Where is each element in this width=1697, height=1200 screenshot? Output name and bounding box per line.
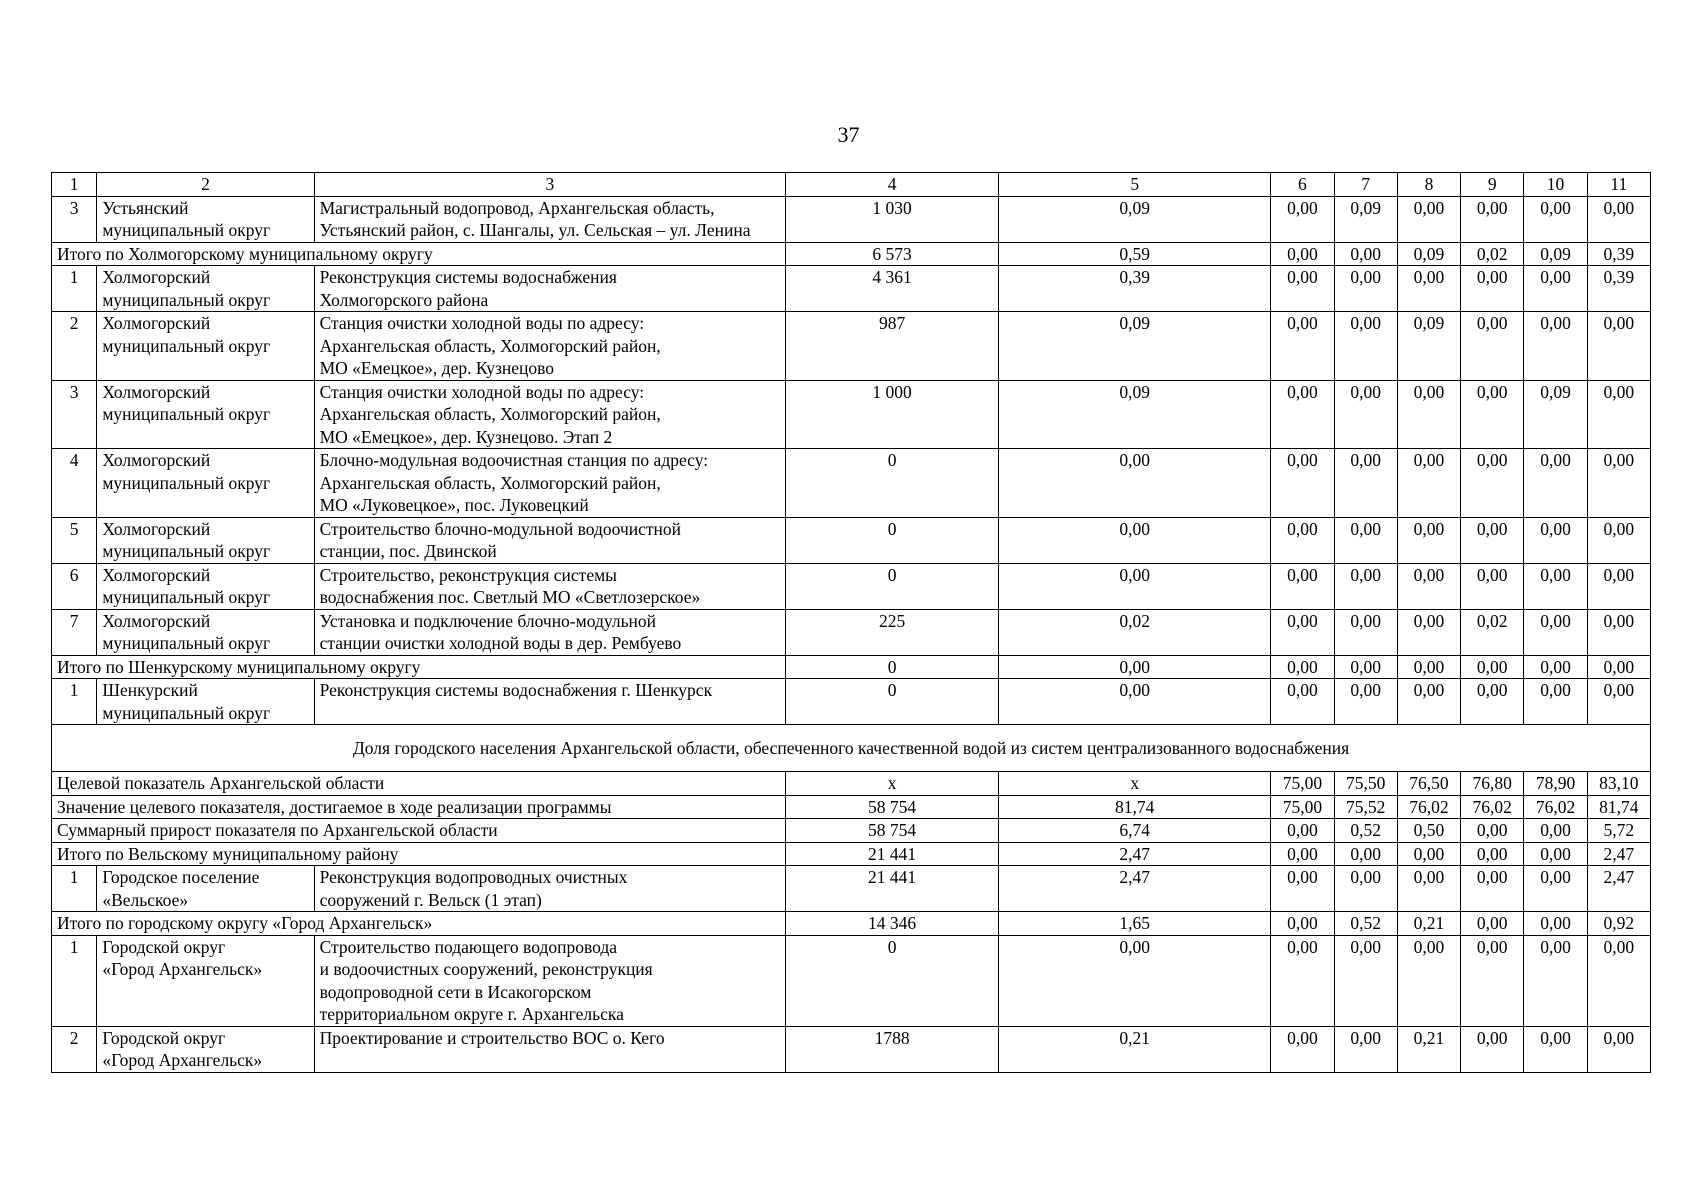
- value-col4: 58 754: [786, 819, 999, 843]
- row-label: Суммарный прирост показателя по Архангельской области: [52, 819, 786, 843]
- description-cell: [314, 935, 785, 1026]
- value-col11: 0,00: [1587, 1026, 1650, 1072]
- value-col10: 78,90: [1524, 772, 1587, 796]
- table-row: [52, 196, 1651, 242]
- table-row: [52, 935, 1651, 1026]
- value-col9: 0,00: [1461, 655, 1524, 679]
- row-label: Итого по городскому округу «Город Архангельск»: [52, 912, 786, 936]
- value-col10: 0,00: [1524, 842, 1587, 866]
- value-col6: 75,00: [1271, 772, 1334, 796]
- cell-line: Холмогорский: [102, 267, 211, 287]
- column-number-header: 3: [314, 173, 785, 197]
- value-col8: 76,50: [1397, 772, 1460, 796]
- section-heading-row: [52, 725, 1651, 772]
- cell-line: Устьянский район, с. Шангалы, ул. Сельская – ул. Ленина: [319, 220, 751, 240]
- column-number-header: 1: [52, 173, 97, 197]
- value-col7: 0,00: [1334, 242, 1397, 266]
- municipality-cell: [97, 449, 314, 518]
- value-col10: 0,00: [1524, 196, 1587, 242]
- cell-line: Холмогорский: [102, 610, 211, 631]
- value-col5: 81,74: [999, 795, 1271, 819]
- value-col8: 0,00: [1397, 866, 1460, 912]
- municipality-cell: [97, 312, 314, 381]
- value-col10: 0,00: [1524, 655, 1587, 679]
- cell-line: МО «Емецкое», дер. Кузнецово: [319, 358, 555, 378]
- value-col4: 58 754: [786, 795, 999, 819]
- description-cell: [314, 866, 785, 912]
- value-col4: 1788: [786, 1026, 999, 1072]
- value-col6: 0,00: [1271, 380, 1334, 449]
- cell-line: Холмогорского района: [319, 289, 489, 310]
- municipality-cell: [97, 196, 314, 242]
- value-col6: 0,00: [1271, 196, 1334, 242]
- description-cell: [314, 196, 785, 242]
- municipality-cell: [97, 866, 314, 912]
- value-col8: 0,00: [1397, 935, 1460, 1026]
- value-col6: 0,00: [1271, 679, 1334, 725]
- value-col7: 0,00: [1334, 655, 1397, 679]
- value-col4: 0: [786, 655, 999, 679]
- value-col4: 1 030: [786, 196, 999, 242]
- value-col11: 0,00: [1587, 655, 1650, 679]
- row-label: Итого по Холмогорскому муниципальному округу: [52, 242, 786, 266]
- value-col9: 0,02: [1461, 242, 1524, 266]
- value-col10: 0,00: [1524, 935, 1587, 1026]
- cell-line: Городской округ: [102, 1027, 226, 1048]
- value-col9: 0,00: [1461, 517, 1524, 563]
- value-col11: 0,39: [1587, 242, 1650, 266]
- value-col11: 0,00: [1587, 312, 1650, 381]
- cell-line: Городское поселение: [102, 867, 260, 887]
- value-col11: 0,39: [1587, 266, 1650, 312]
- cell-line: Строительство подающего водопровода: [319, 936, 618, 957]
- value-col4: 6 573: [786, 242, 999, 266]
- value-col9: 0,00: [1461, 935, 1524, 1026]
- value-col9: 76,80: [1461, 772, 1524, 796]
- value-col8: 0,00: [1397, 380, 1460, 449]
- column-number-header: 5: [999, 173, 1271, 197]
- cell-line: Реконструкция системы водоснабжения г. Шенкурск: [319, 680, 713, 700]
- value-col5: 0,09: [999, 312, 1271, 381]
- value-col9: 0,02: [1461, 609, 1524, 655]
- value-col7: 75,52: [1334, 795, 1397, 819]
- cell-line: муниципальный округ: [102, 404, 271, 424]
- row-number: 4: [52, 449, 97, 518]
- value-col6: 0,00: [1271, 819, 1334, 843]
- municipality-cell: [97, 517, 314, 563]
- table-row: [52, 312, 1651, 381]
- table-row: [52, 609, 1651, 655]
- table-row: [52, 517, 1651, 563]
- value-col7: 0,00: [1334, 380, 1397, 449]
- value-col10: 0,00: [1524, 449, 1587, 518]
- value-col7: 0,52: [1334, 819, 1397, 843]
- total-row: [52, 819, 1651, 843]
- value-col8: 0,09: [1397, 312, 1460, 381]
- cell-line: МО «Емецкое», дер. Кузнецово. Этап 2: [319, 426, 613, 447]
- row-label: Итого по Вельскому муниципальному району: [52, 842, 786, 866]
- total-row: [52, 655, 1651, 679]
- row-number: 1: [52, 935, 97, 1026]
- value-col11: 0,00: [1587, 449, 1650, 518]
- column-number-header: 2: [97, 173, 314, 197]
- municipality-cell: [97, 266, 314, 312]
- municipality-cell: [97, 609, 314, 655]
- cell-line: МО «Луковецкое», пос. Луковецкий: [319, 495, 589, 515]
- cell-line: муниципальный округ: [102, 335, 271, 356]
- row-number: 1: [52, 866, 97, 912]
- value-col6: 0,00: [1271, 1026, 1334, 1072]
- value-col7: 0,00: [1334, 1026, 1397, 1072]
- value-col8: 0,09: [1397, 242, 1460, 266]
- value-col11: 2,47: [1587, 866, 1650, 912]
- value-col11: 0,00: [1587, 380, 1650, 449]
- value-col5: 1,65: [999, 912, 1271, 936]
- table-row: [52, 679, 1651, 725]
- row-number: 1: [52, 679, 97, 725]
- value-col10: 0,00: [1524, 819, 1587, 843]
- value-col8: 0,21: [1397, 1026, 1460, 1072]
- cell-line: и водоочистных сооружений, реконструкция: [319, 959, 653, 979]
- value-col11: 0,00: [1587, 935, 1650, 1026]
- column-number-header: 11: [1587, 173, 1650, 197]
- value-col9: 0,00: [1461, 866, 1524, 912]
- value-col11: 81,74: [1587, 795, 1650, 819]
- value-col6: 0,00: [1271, 866, 1334, 912]
- cell-line: Реконструкция водопроводных очистных: [319, 867, 628, 887]
- cell-line: Архангельская область, Холмогорский район,: [319, 335, 661, 356]
- value-col7: 0,00: [1334, 609, 1397, 655]
- table-row: [52, 1026, 1651, 1072]
- column-number-header: 6: [1271, 173, 1334, 197]
- municipality-cell: [97, 380, 314, 449]
- total-row: [52, 912, 1651, 936]
- value-col8: 0,50: [1397, 819, 1460, 843]
- value-col8: 0,00: [1397, 563, 1460, 609]
- cell-line: сооружений г. Вельск (1 этап): [319, 889, 542, 910]
- value-col5: х: [999, 772, 1271, 796]
- table-row: [52, 380, 1651, 449]
- row-number: 2: [52, 312, 97, 381]
- cell-line: станции, пос. Двинской: [319, 541, 497, 561]
- value-col6: 0,00: [1271, 517, 1334, 563]
- value-col10: 0,00: [1524, 609, 1587, 655]
- cell-line: муниципальный округ: [102, 289, 271, 310]
- value-col7: 0,00: [1334, 679, 1397, 725]
- value-col4: 225: [786, 609, 999, 655]
- value-col9: 0,00: [1461, 912, 1524, 936]
- cell-line: Станция очистки холодной воды по адресу:: [319, 313, 645, 333]
- value-col5: 0,00: [999, 563, 1271, 609]
- cell-line: водопроводной сети в Исакогорском: [319, 981, 592, 1002]
- value-col8: 0,00: [1397, 517, 1460, 563]
- value-col10: 0,00: [1524, 679, 1587, 725]
- value-col5: 0,09: [999, 196, 1271, 242]
- value-col8: 0,00: [1397, 449, 1460, 518]
- cell-line: Строительство, реконструкция системы: [319, 564, 617, 585]
- cell-line: Блочно-модульная водоочистная станция по адресу:: [319, 450, 709, 470]
- cell-line: Холмогорский: [102, 564, 211, 585]
- value-col4: 0: [786, 517, 999, 563]
- value-col5: 0,00: [999, 935, 1271, 1026]
- value-col5: 0,00: [999, 449, 1271, 518]
- column-number-header: 8: [1397, 173, 1460, 197]
- value-col10: 0,00: [1524, 517, 1587, 563]
- value-col9: 0,00: [1461, 842, 1524, 866]
- value-col7: 0,09: [1334, 196, 1397, 242]
- description-cell: [314, 380, 785, 449]
- total-row: [52, 242, 1651, 266]
- cell-line: водоснабжения пос. Светлый МО «Светлозерское»: [319, 587, 701, 607]
- cell-line: Магистральный водопровод, Архангельская область,: [319, 197, 715, 218]
- cell-line: Холмогорский: [102, 450, 211, 470]
- value-col4: 0: [786, 449, 999, 518]
- value-col5: 0,21: [999, 1026, 1271, 1072]
- municipality-cell: [97, 679, 314, 725]
- cell-line: территориальном округе г. Архангельска: [319, 1004, 624, 1024]
- value-col6: 0,00: [1271, 312, 1334, 381]
- cell-line: муниципальный округ: [102, 633, 271, 653]
- row-number: 7: [52, 609, 97, 655]
- value-col6: 0,00: [1271, 242, 1334, 266]
- value-col10: 0,00: [1524, 312, 1587, 381]
- value-col9: 76,02: [1461, 795, 1524, 819]
- value-col9: 0,00: [1461, 196, 1524, 242]
- value-col11: 83,10: [1587, 772, 1650, 796]
- value-col11: 2,47: [1587, 842, 1650, 866]
- value-col9: 0,00: [1461, 563, 1524, 609]
- value-col9: 0,00: [1461, 449, 1524, 518]
- description-cell: [314, 1026, 785, 1072]
- municipality-cell: [97, 935, 314, 1026]
- value-col4: 0: [786, 563, 999, 609]
- total-row: [52, 795, 1651, 819]
- column-number-header: 9: [1461, 173, 1524, 197]
- row-number: 3: [52, 380, 97, 449]
- description-cell: [314, 609, 785, 655]
- cell-line: Станция очистки холодной воды по адресу:: [319, 381, 645, 402]
- value-col7: 0,00: [1334, 935, 1397, 1026]
- cell-line: Шенкурский: [102, 680, 198, 700]
- cell-line: «Вельское»: [102, 889, 189, 910]
- value-col7: 0,00: [1334, 312, 1397, 381]
- value-col5: 0,39: [999, 266, 1271, 312]
- cell-line: Архангельская область, Холмогорский район,: [319, 472, 661, 493]
- value-col6: 0,00: [1271, 655, 1334, 679]
- value-col8: 0,00: [1397, 266, 1460, 312]
- value-col9: 0,00: [1461, 679, 1524, 725]
- column-number-header: 7: [1334, 173, 1397, 197]
- cell-line: Проектирование и строительство ВОС о. Кего: [319, 1027, 665, 1048]
- value-col7: 0,00: [1334, 866, 1397, 912]
- value-col5: 0,00: [999, 517, 1271, 563]
- value-col7: 75,50: [1334, 772, 1397, 796]
- value-col11: 0,00: [1587, 563, 1650, 609]
- value-col6: 0,00: [1271, 449, 1334, 518]
- table-row: [52, 866, 1651, 912]
- value-col5: 0,59: [999, 242, 1271, 266]
- cell-line: «Город Архангельск»: [102, 959, 263, 979]
- row-label: Целевой показатель Архангельской области: [52, 772, 786, 796]
- value-col10: 0,00: [1524, 912, 1587, 936]
- value-col11: 5,72: [1587, 819, 1650, 843]
- municipality-cell: [97, 1026, 314, 1072]
- value-col5: 2,47: [999, 842, 1271, 866]
- value-col11: 0,00: [1587, 196, 1650, 242]
- value-col10: 0,09: [1524, 242, 1587, 266]
- row-number: 2: [52, 1026, 97, 1072]
- value-col5: 0,02: [999, 609, 1271, 655]
- value-col4: 21 441: [786, 842, 999, 866]
- description-cell: [314, 266, 785, 312]
- value-col8: 0,21: [1397, 912, 1460, 936]
- value-col5: 0,09: [999, 380, 1271, 449]
- value-col6: 0,00: [1271, 266, 1334, 312]
- value-col11: 0,00: [1587, 517, 1650, 563]
- value-col6: 0,00: [1271, 912, 1334, 936]
- row-number: 3: [52, 196, 97, 242]
- value-col10: 0,00: [1524, 266, 1587, 312]
- row-number: 6: [52, 563, 97, 609]
- value-col6: 75,00: [1271, 795, 1334, 819]
- value-col10: 0,09: [1524, 380, 1587, 449]
- value-col7: 0,00: [1334, 266, 1397, 312]
- value-col4: 987: [786, 312, 999, 381]
- value-col10: 76,02: [1524, 795, 1587, 819]
- row-number: 1: [52, 266, 97, 312]
- value-col7: 0,00: [1334, 563, 1397, 609]
- description-cell: [314, 449, 785, 518]
- cell-line: Холмогорский: [102, 518, 211, 539]
- value-col8: 0,00: [1397, 196, 1460, 242]
- cell-line: муниципальный округ: [102, 220, 271, 240]
- value-col9: 0,00: [1461, 819, 1524, 843]
- table-body: [52, 173, 1651, 1073]
- cell-line: «Город Архангельск»: [102, 1050, 263, 1070]
- value-col4: 21 441: [786, 866, 999, 912]
- table-row: [52, 563, 1651, 609]
- table-row: [52, 266, 1651, 312]
- value-col5: 6,74: [999, 819, 1271, 843]
- value-col8: 76,02: [1397, 795, 1460, 819]
- cell-line: Установка и подключение блочно-модульной: [319, 610, 657, 631]
- description-cell: [314, 679, 785, 725]
- value-col4: 14 346: [786, 912, 999, 936]
- value-col9: 0,00: [1461, 312, 1524, 381]
- value-col4: 0: [786, 679, 999, 725]
- description-cell: [314, 312, 785, 381]
- value-col4: 0: [786, 935, 999, 1026]
- cell-line: муниципальный округ: [102, 541, 271, 561]
- value-col4: 4 361: [786, 266, 999, 312]
- column-number-header: 10: [1524, 173, 1587, 197]
- cell-line: Холмогорский: [102, 381, 211, 402]
- column-number-header: 4: [786, 173, 999, 197]
- value-col4: 1 000: [786, 380, 999, 449]
- description-cell: [314, 563, 785, 609]
- description-cell: [314, 517, 785, 563]
- cell-line: Реконструкция системы водоснабжения: [319, 267, 617, 287]
- value-col4: х: [786, 772, 999, 796]
- value-col9: 0,00: [1461, 1026, 1524, 1072]
- cell-line: муниципальный округ: [102, 472, 271, 493]
- total-row: [52, 842, 1651, 866]
- cell-line: Городской округ: [102, 936, 226, 957]
- value-col5: 0,00: [999, 679, 1271, 725]
- value-col11: 0,00: [1587, 679, 1650, 725]
- value-col10: 0,00: [1524, 1026, 1587, 1072]
- cell-line: Устьянский: [102, 197, 189, 218]
- cell-line: Строительство блочно-модульной водоочистной: [319, 518, 682, 539]
- value-col11: 0,92: [1587, 912, 1650, 936]
- value-col5: 0,00: [999, 655, 1271, 679]
- value-col10: 0,00: [1524, 563, 1587, 609]
- value-col8: 0,00: [1397, 655, 1460, 679]
- value-col7: 0,52: [1334, 912, 1397, 936]
- value-col8: 0,00: [1397, 679, 1460, 725]
- municipality-cell: [97, 563, 314, 609]
- page-number: 37: [837, 122, 860, 147]
- value-col7: 0,00: [1334, 517, 1397, 563]
- value-col8: 0,00: [1397, 842, 1460, 866]
- total-row: [52, 772, 1651, 796]
- table-header-row: [52, 173, 1651, 197]
- data-table: [51, 172, 1651, 1073]
- cell-line: муниципальный округ: [102, 702, 271, 723]
- table-row: [52, 449, 1651, 518]
- value-col8: 0,00: [1397, 609, 1460, 655]
- value-col6: 0,00: [1271, 563, 1334, 609]
- value-col6: 0,00: [1271, 609, 1334, 655]
- cell-line: муниципальный округ: [102, 587, 271, 607]
- value-col6: 0,00: [1271, 842, 1334, 866]
- row-number: 5: [52, 517, 97, 563]
- value-col7: 0,00: [1334, 449, 1397, 518]
- cell-line: Холмогорский: [102, 313, 211, 333]
- section-heading: Доля городского населения Архангельской области, обеспеченного качественной водой из систем централизованного водоснабжения: [52, 725, 1651, 772]
- value-col11: 0,00: [1587, 609, 1650, 655]
- cell-line: Архангельская область, Холмогорский район,: [319, 404, 661, 424]
- value-col7: 0,00: [1334, 842, 1397, 866]
- row-label: Значение целевого показателя, достигаемое в ходе реализации программы: [52, 795, 786, 819]
- cell-line: станции очистки холодной воды в дер. Рембуево: [319, 633, 682, 653]
- value-col10: 0,00: [1524, 866, 1587, 912]
- value-col6: 0,00: [1271, 935, 1334, 1026]
- value-col5: 2,47: [999, 866, 1271, 912]
- value-col9: 0,00: [1461, 380, 1524, 449]
- row-label: Итого по Шенкурскому муниципальному округу: [52, 655, 786, 679]
- value-col9: 0,00: [1461, 266, 1524, 312]
